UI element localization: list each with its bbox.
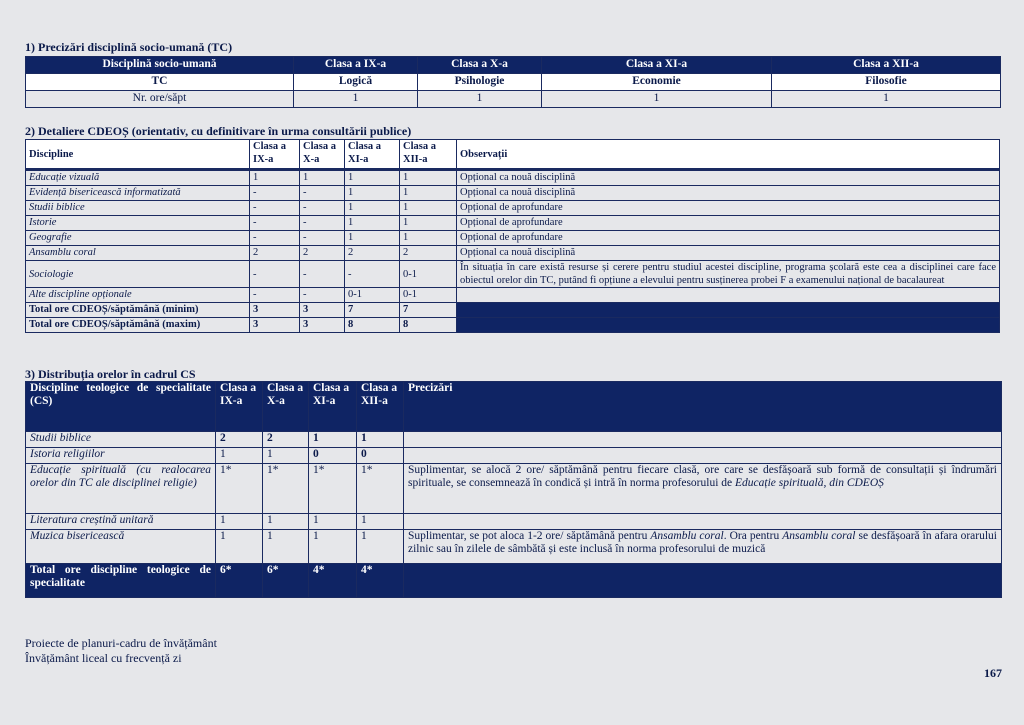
note-cell <box>404 464 1002 514</box>
table-row <box>26 530 1002 564</box>
table-cell: 1* <box>357 464 404 514</box>
table-cell: 1 <box>309 530 357 564</box>
observation-cell: Opțional ca nouă disciplină <box>457 246 1000 261</box>
table-cell: 1* <box>263 464 309 514</box>
header-cell: Clasa a X-a <box>418 57 542 74</box>
discipline-cell: Educație vizuală <box>26 170 250 186</box>
discipline-cell: Istoria religiilor <box>26 448 216 464</box>
observation-cell: Opțional ca nouă disciplină <box>457 186 1000 201</box>
note-text: Ansamblu coral <box>782 530 856 542</box>
header-cell: Clasa a XII-a <box>357 382 404 432</box>
table-cell: 0 <box>309 448 357 464</box>
table-cell: 1 <box>357 530 404 564</box>
table-cell: 1 <box>263 448 309 464</box>
discipline-cell: Sociologie <box>26 261 250 288</box>
table-cell: 2 <box>300 246 345 261</box>
table-cell: 0-1 <box>400 288 457 303</box>
table-cell: 3 <box>250 318 300 333</box>
header-cell: Precizări <box>404 382 1002 432</box>
note-text: Ansamblu coral <box>650 530 724 542</box>
note-cell <box>404 448 1002 464</box>
blank-cell <box>457 303 1000 318</box>
observation-cell: Opțional de aprofundare <box>457 201 1000 216</box>
table-cell: 1 <box>309 432 357 448</box>
table-cell: 7 <box>400 303 457 318</box>
note-cell <box>404 514 1002 530</box>
table-cell: 3 <box>250 303 300 318</box>
header-cell: Discipline <box>26 140 250 170</box>
table-cell: - <box>250 216 300 231</box>
table-cell: 1 <box>772 91 1001 108</box>
section2-title: 2) Detaliere CDEOȘ (orientativ, cu definitivare în urma consultării publice) <box>25 124 412 138</box>
table-cell: 1 <box>345 231 400 246</box>
table-cell: 6* <box>216 564 263 598</box>
footer-line2: Învățământ liceal cu frecvență zi <box>25 651 182 665</box>
footer-line1: Proiecte de planuri-cadru de învățământ <box>25 636 217 650</box>
table-cell: 1 <box>357 432 404 448</box>
table-cell: 1 <box>250 170 300 186</box>
table-cell: Nr. ore/săpt <box>26 91 294 108</box>
table-row <box>26 246 1000 261</box>
table-row <box>26 448 1002 464</box>
header-cell: Clasa a XI-a <box>345 140 400 170</box>
table-cell: 1 <box>542 91 772 108</box>
table-row <box>26 216 1000 231</box>
table-cell: 2 <box>250 246 300 261</box>
table-cell: 1 <box>345 201 400 216</box>
table-cell: 0-1 <box>400 261 457 288</box>
table-cell: 1 <box>309 514 357 530</box>
table-cell: 1 <box>345 186 400 201</box>
discipline-cell: Literatura creștină unitară <box>26 514 216 530</box>
table-cell: 0-1 <box>345 288 400 303</box>
header-cell: Clasa a XI-a <box>309 382 357 432</box>
table-row <box>26 186 1000 201</box>
table-row <box>26 170 1000 186</box>
observation-cell: În situația în care există resurse și cerere pentru studiul acestei discipline, programa școlară este cea a disciplinei care face obiectul orelor din TC, putând fi opțiune a elevului pentru susținerea probei F a examenului național de bacalaureat <box>457 261 1000 288</box>
observation-cell: Opțional de aprofundare <box>457 231 1000 246</box>
table-cell: 1 <box>357 514 404 530</box>
table-cell: 1 <box>216 514 263 530</box>
table-cell: 8 <box>345 318 400 333</box>
section3-title: 3) Distribuția orelor în cadrul CS <box>25 367 196 381</box>
table-cell: - <box>250 288 300 303</box>
discipline-cell: Geografie <box>26 231 250 246</box>
table-cell: 1 <box>345 216 400 231</box>
table-cell: 1* <box>309 464 357 514</box>
table-cell: 1 <box>400 201 457 216</box>
table-cell: 1 <box>216 448 263 464</box>
table-cell: 2 <box>263 432 309 448</box>
page-number: 167 <box>984 666 1002 680</box>
table-cell: 8 <box>400 318 457 333</box>
observation-cell: Opțional de aprofundare <box>457 216 1000 231</box>
note-cell <box>404 432 1002 448</box>
table-cell: 2 <box>216 432 263 448</box>
table-row <box>26 231 1000 246</box>
table-cell: - <box>250 261 300 288</box>
header-cell: Clasa a X-a <box>300 140 345 170</box>
table-row <box>26 432 1002 448</box>
table-row <box>26 288 1000 303</box>
header-cell: Clasa a XII-a <box>772 57 1001 74</box>
socio-human-table <box>25 56 1001 108</box>
section1-title: 1) Precizări disciplină socio-umană (TC) <box>25 40 233 54</box>
table-cell: - <box>300 288 345 303</box>
table-cell: 6* <box>263 564 309 598</box>
discipline-cell: Evidență bisericească informatizată <box>26 186 250 201</box>
header-cell: Clasa a X-a <box>263 382 309 432</box>
observation-cell: Opțional ca nouă disciplină <box>457 170 1000 186</box>
total-row <box>26 564 1002 598</box>
table-cell: - <box>300 261 345 288</box>
table-cell: - <box>250 201 300 216</box>
table-cell: 1 <box>294 91 418 108</box>
discipline-cell: Muzica bisericească <box>26 530 216 564</box>
table-cell: Economie <box>542 74 772 91</box>
table-cell: 1 <box>300 170 345 186</box>
table-row <box>26 514 1002 530</box>
discipline-cell: Alte discipline opționale <box>26 288 250 303</box>
table-cell: 0 <box>357 448 404 464</box>
table-cell: - <box>300 186 345 201</box>
table-cell: 4* <box>357 564 404 598</box>
discipline-cell: Studii biblice <box>26 201 250 216</box>
table-cell: 3 <box>300 318 345 333</box>
table-cell: - <box>250 186 300 201</box>
table-cell: - <box>300 231 345 246</box>
header-cell: Clasa a IX-a <box>250 140 300 170</box>
table-cell: 7 <box>345 303 400 318</box>
discipline-cell: Istorie <box>26 216 250 231</box>
total-row <box>26 318 1000 333</box>
table-cell: 1* <box>216 464 263 514</box>
table-cell: - <box>345 261 400 288</box>
blank-cell <box>404 564 1002 598</box>
total-label: Total ore CDEOȘ/săptămână (minim) <box>26 303 250 318</box>
table-cell: TC <box>26 74 294 91</box>
total-row <box>26 303 1000 318</box>
note-text: Educație spirituală, din CDEOȘ <box>735 477 884 489</box>
header-cell: Clasa a XI-a <box>542 57 772 74</box>
note-cell <box>404 530 1002 564</box>
note-text: se desfășoară în afara orarului zilnic sau în zilele de sâmbătă și este inclusă în norma profesorului de muzică <box>408 530 998 555</box>
header-cell: Clasa a IX-a <box>294 57 418 74</box>
observation-cell <box>457 288 1000 303</box>
header-cell: Clasa a IX-a <box>216 382 263 432</box>
table-row <box>26 261 1000 288</box>
table-cell: 2 <box>400 246 457 261</box>
header-cell: Observații <box>457 140 1000 170</box>
table-cell: 1 <box>400 216 457 231</box>
table-cell: 2 <box>345 246 400 261</box>
table-cell: Psihologie <box>418 74 542 91</box>
cdeos-table <box>25 139 1000 333</box>
table-cell: 1 <box>263 530 309 564</box>
table-cell: 1 <box>418 91 542 108</box>
table-cell: 1 <box>345 170 400 186</box>
note-text: Suplimentar, se pot aloca 1-2 ore/ săptămână pentru <box>408 530 651 542</box>
table-cell: 4* <box>309 564 357 598</box>
table-row <box>26 201 1000 216</box>
table-cell: 1 <box>400 170 457 186</box>
table-cell: - <box>300 216 345 231</box>
table-cell: Filosofie <box>772 74 1001 91</box>
note-text: . Ora pentru <box>723 530 783 542</box>
header-cell: Disciplină socio-umană <box>26 57 294 74</box>
header-cell: Discipline teologice de specialitate (CS) <box>26 382 216 432</box>
table-cell: 1 <box>263 514 309 530</box>
table-cell: - <box>300 201 345 216</box>
table-cell: - <box>250 231 300 246</box>
discipline-cell: Ansamblu coral <box>26 246 250 261</box>
blank-cell <box>457 318 1000 333</box>
table-cell: 3 <box>300 303 345 318</box>
table-row <box>26 464 1002 514</box>
table-cell: 1 <box>400 231 457 246</box>
total-label: Total ore CDEOȘ/săptămână (maxim) <box>26 318 250 333</box>
table-cell: 1 <box>400 186 457 201</box>
cs-table <box>25 381 1002 598</box>
header-cell: Clasa a XII-a <box>400 140 457 170</box>
note-text: Suplimentar, se alocă 2 ore/ săptămână pentru fiecare clasă, ore care se desfășoară sub formă de consultații și îndrumări spirituale, se consemnează în condică și intră în norma profesorului de <box>408 464 997 489</box>
discipline-cell: Educație spirituală (cu realocarea orelor din TC ale disciplinei religie) <box>26 464 216 514</box>
total-label: Total ore discipline teologice de specialitate <box>26 564 216 598</box>
table-cell: 1 <box>216 530 263 564</box>
table-cell: Logică <box>294 74 418 91</box>
discipline-cell: Studii biblice <box>26 432 216 448</box>
